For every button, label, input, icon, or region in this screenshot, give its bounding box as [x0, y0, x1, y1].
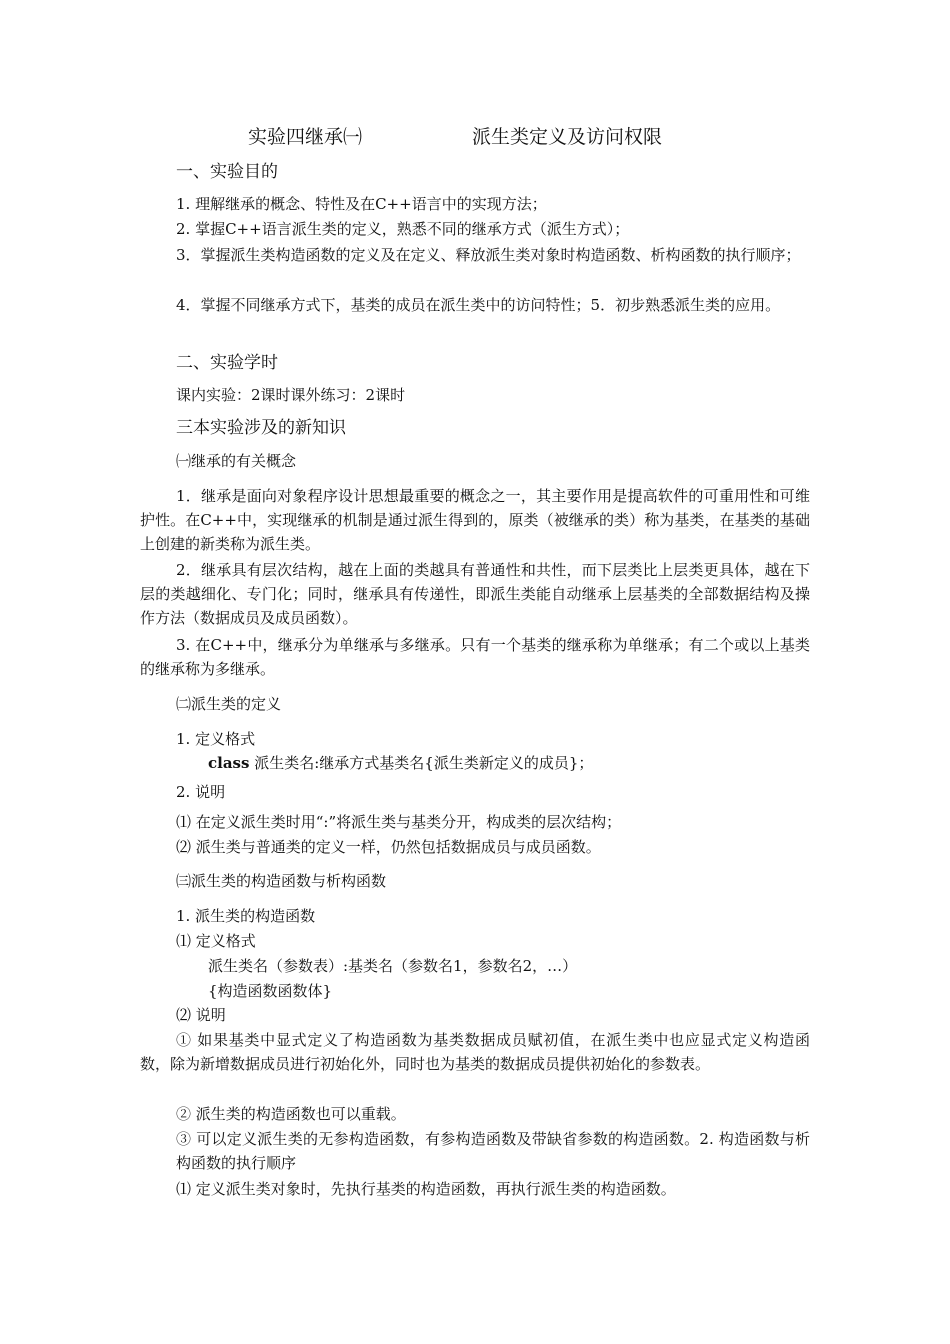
definition-format-label: 1. 定义格式 [176, 730, 256, 748]
constructor-point-3: ③ 可以定义派生类的无参构造函数，有参构造函数及带缺省参数的构造函数。2. 构造函数与析构函数的执行顺序 [176, 1130, 810, 1172]
constructor-format-code-1: 派生类名（参数表）:基类名（参数名1，参数名2，…） [208, 957, 578, 975]
section-heading-new-knowledge: 三本实验涉及的新知识 [176, 418, 346, 438]
purpose-item-3: 3．掌握派生类构造函数的定义及在定义、释放派生类对象时构造函数、析构函数的执行顺序； [176, 246, 801, 264]
execution-order-1: ⑴ 定义派生类对象时，先执行基类的构造函数，再执行派生类的构造函数。 [176, 1180, 676, 1198]
constructor-explanation-label: ⑵ 说明 [176, 1006, 226, 1024]
purpose-item-1: 1. 理解继承的概念、特性及在C++语言中的实现方法； [176, 195, 547, 213]
definition-format-code [208, 751, 593, 775]
section-heading-hours: 二、实验学时 [176, 353, 278, 373]
title-right: 派生类定义及访问权限 [472, 126, 663, 148]
constructor-point-1: ① 如果基类中显式定义了构造函数为基类数据成员赋初值，在派生类中也应显式定义构造函数，除为新增数据成员进行初始化外，同时也为基类的数据成员提供初始化的参数表。 [140, 1031, 810, 1073]
definition-explanation-2: ⑵ 派生类与普通类的定义一样，仍然包括数据成员与成员函数。 [176, 838, 601, 856]
definition-explanation-label: 2. 说明 [176, 783, 226, 801]
constructor-label: 1. 派生类的构造函数 [176, 907, 316, 925]
code-keyword-class: class [208, 754, 250, 772]
subsection-heading-inheritance-concepts: ㈠继承的有关概念 [176, 452, 297, 470]
definition-explanation-1: ⑴ 在定义派生类时用“:”将派生类与基类分开，构成类的层次结构； [176, 813, 622, 831]
title-left: 实验四继承㈠ [248, 126, 363, 148]
subsection-heading-constructors-destructors: ㈢派生类的构造函数与析构函数 [176, 872, 387, 890]
constructor-format-label: ⑴ 定义格式 [176, 932, 256, 950]
concept-paragraph-3: 3. 在C++中，继承分为单继承与多继承。只有一个基类的继承称为单继承；有二个或以上基类的继承称为多继承。 [140, 636, 810, 678]
concept-paragraph-1: 1．继承是面向对象程序设计思想最重要的概念之一，其主要作用是提高软件的可重用性和可维护性。在C++中，实现继承的机制是通过派生得到的，原类（被继承的类）称为基类，在基类的基础上创建的新类称为派生类。 [140, 487, 810, 553]
hours-text: 课内实验：2课时课外练习：2课时 [176, 386, 406, 404]
purpose-item-4: 4．掌握不同继承方式下，基类的成员在派生类中的访问特性；5．初步熟悉派生类的应用。 [176, 296, 781, 314]
constructor-format-code-2: {构造函数函数体} [208, 982, 333, 1000]
section-heading-purpose: 一、实验目的 [176, 162, 278, 182]
subsection-heading-derived-class-definition: ㈡派生类的定义 [176, 695, 282, 713]
purpose-item-2: 2. 掌握C++语言派生类的定义，熟悉不同的继承方式（派生方式）； [176, 220, 630, 238]
concept-paragraph-2: 2．继承具有层次结构，越在上面的类越具有普通性和共性，而下层类比上层类更具体，越在下层的类越细化、专门化；同时，继承具有传递性，即派生类能自动继承上层基类的全部数据结构及操作方法（数据成员及成员函数）。 [140, 561, 810, 627]
constructor-point-2: ② 派生类的构造函数也可以重载。 [176, 1105, 406, 1123]
code-rest: 派生类名:继承方式基类名{派生类新定义的成员}； [249, 754, 594, 772]
